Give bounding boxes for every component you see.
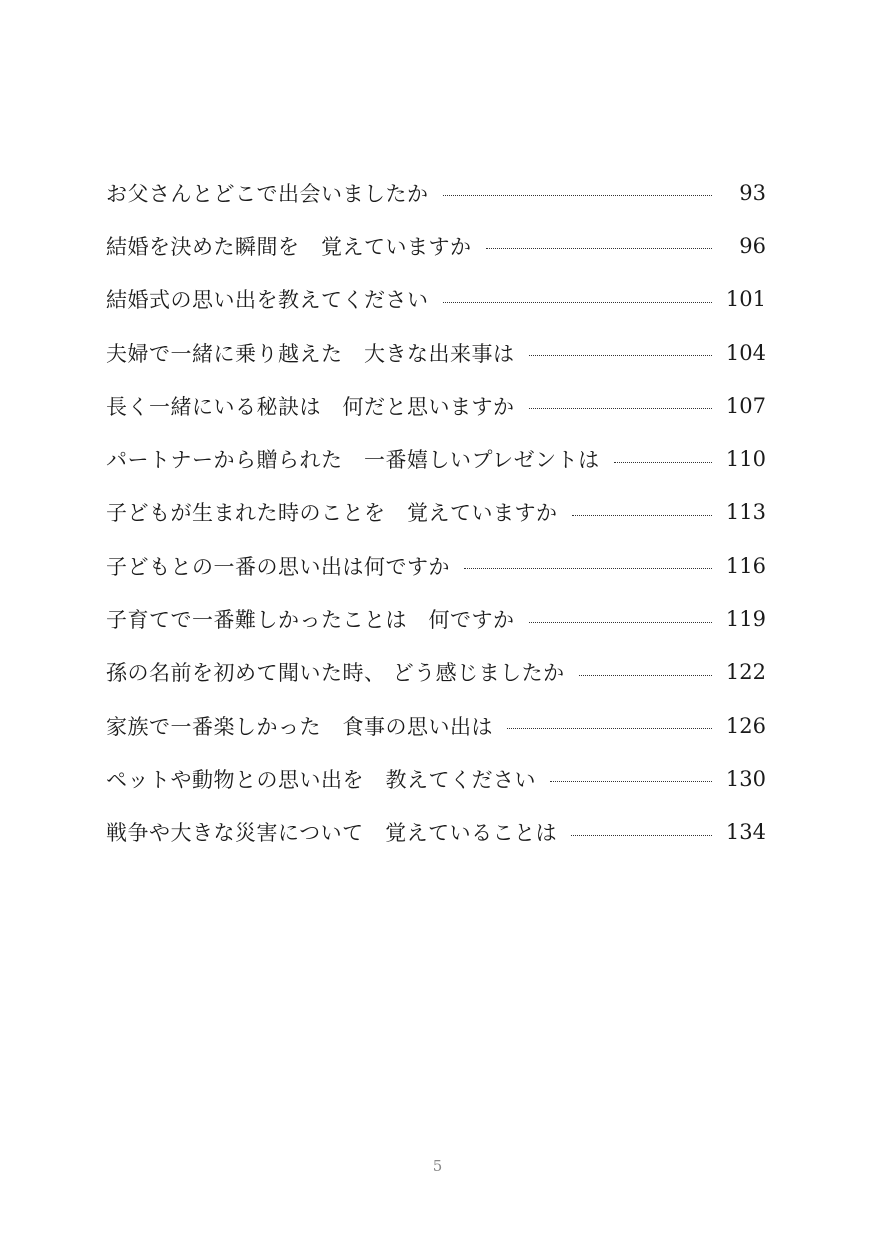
toc-dot-leader: [529, 355, 712, 356]
toc-dot-leader: [614, 462, 712, 463]
toc-entry-page: 130: [725, 766, 766, 791]
toc-entry[interactable]: [106, 806, 766, 859]
toc-entry[interactable]: [106, 273, 766, 326]
toc-entry-page: 126: [725, 713, 766, 738]
toc-entry[interactable]: [106, 326, 766, 379]
toc-entry[interactable]: [106, 486, 766, 539]
toc-dot-leader: [572, 515, 712, 516]
toc-entry[interactable]: [106, 646, 766, 699]
toc-dot-leader: [550, 781, 712, 782]
toc-dot-leader: [507, 728, 712, 729]
toc-entry-page: 101: [725, 287, 766, 312]
toc-entry-page: 96: [739, 233, 766, 258]
toc-entry[interactable]: [106, 379, 766, 432]
toc-entry-title: 夫婦で一緒に乗り越えた 大きな出来事は: [106, 341, 515, 366]
toc-entry-title: 結婚を決めた瞬間を 覚えていますか: [106, 234, 472, 259]
toc-entry-page: 116: [725, 553, 766, 578]
toc-entry-page: 104: [725, 340, 766, 365]
toc-dot-leader: [486, 248, 713, 249]
toc-entry-title: 家族で一番楽しかった 食事の思い出は: [106, 714, 493, 739]
toc-entry-page: 134: [725, 820, 766, 845]
toc-entry[interactable]: [106, 539, 766, 592]
toc-entry-title: 子育てで一番難しかったことは 何ですか: [106, 608, 515, 633]
toc-dot-leader: [529, 622, 712, 623]
toc-dot-leader: [464, 568, 712, 569]
toc-entry-title: 長く一緒にいる秘訣は 何だと思いますか: [106, 394, 515, 419]
toc-entry[interactable]: [106, 699, 766, 752]
toc-entry-page: 113: [725, 500, 766, 525]
toc-dot-leader: [443, 195, 713, 196]
toc-entry[interactable]: [106, 432, 766, 485]
toc-entry-title: 戦争や大きな災害について 覚えていることは: [106, 821, 558, 846]
toc-dot-leader: [571, 835, 712, 836]
toc-entry-page: 119: [725, 607, 766, 632]
toc-entry-title: 子どもが生まれた時のことを 覚えていますか: [106, 501, 558, 526]
toc-entry-page: 110: [725, 447, 766, 472]
toc-entry-page: 107: [725, 393, 766, 418]
toc-entry[interactable]: [106, 592, 766, 645]
toc-entry[interactable]: [106, 166, 766, 219]
toc-entry-title: 子どもとの一番の思い出は何ですか: [106, 554, 450, 579]
page-number: 5: [432, 1157, 443, 1175]
toc-entry-title: パートナーから贈られた 一番嬉しいプレゼントは: [106, 448, 600, 473]
toc-dot-leader: [579, 675, 712, 676]
toc-entry[interactable]: [106, 752, 766, 805]
toc-dot-leader: [529, 408, 712, 409]
toc-entry[interactable]: [106, 219, 766, 272]
toc-dot-leader: [443, 302, 712, 303]
toc-entry-title: お父さんとどこで出会いましたか: [106, 181, 429, 206]
table-of-contents: [106, 166, 766, 859]
toc-entry-page: 122: [725, 660, 766, 685]
toc-entry-title: 孫の名前を初めて聞いた時、 どう感じましたか: [106, 661, 565, 686]
toc-entry-title: ペットや動物との思い出を 教えてください: [106, 767, 536, 792]
toc-entry-page: 93: [739, 180, 766, 205]
toc-entry-title: 結婚式の思い出を教えてください: [106, 288, 429, 313]
